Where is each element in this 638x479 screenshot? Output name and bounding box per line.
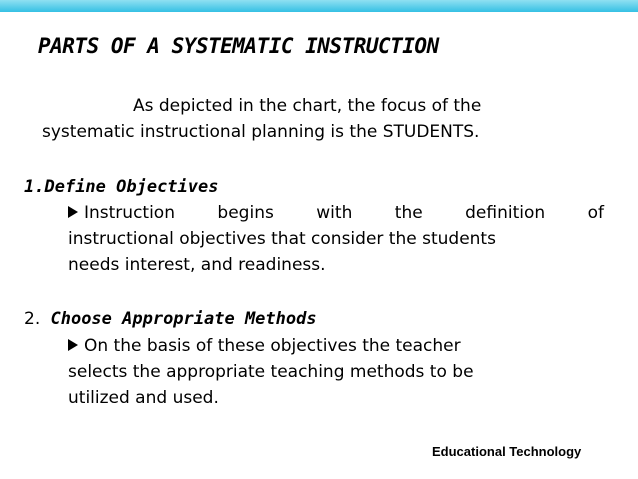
arrow-bullet-icon [68,206,78,218]
section-heading-1 [24,177,218,197]
bullet-line [68,200,604,226]
intro-text-line-2: systematic instructional planning is the STUDENTS. [42,122,480,142]
slide-title: PARTS OF A SYSTEMATIC INSTRUCTION [38,34,439,58]
bullet-text: On the basis of these objectives the teacher [84,336,461,356]
bullet-line: instructional objectives that consider the students [68,229,496,249]
section-1-bullet [68,200,604,278]
arrow-bullet-icon [68,339,78,351]
intro-text-line-1: As depicted in the chart, the focus of the [133,96,482,116]
footer-label: Educational Technology [432,444,582,459]
section-2-bullet [68,333,604,411]
section-title: Define Objectives [44,177,219,197]
bullet-line: selects the appropriate teaching methods to be [68,362,474,382]
top-accent-band [0,0,638,12]
section-heading-2 [24,309,317,329]
section-number: 2. [24,309,41,329]
bullet-line [68,333,604,359]
bullet-line: utilized and used. [68,388,219,408]
section-title: Choose Appropriate Methods [50,309,317,329]
section-number: 1. [24,177,45,197]
bullet-text: Instruction begins with the definition of [84,203,604,223]
bullet-line: needs interest, and readiness. [68,255,326,275]
